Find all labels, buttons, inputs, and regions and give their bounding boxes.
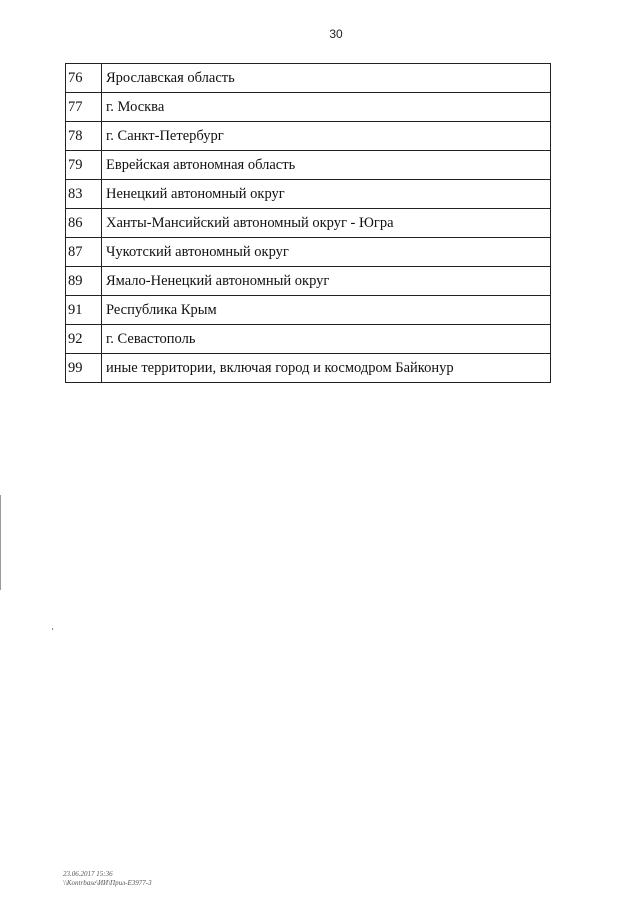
region-code-cell: 86	[66, 209, 102, 238]
region-code-cell: 99	[66, 354, 102, 383]
document-footer	[63, 870, 152, 888]
table-row	[66, 93, 551, 122]
region-name-cell: Чукотский автономный округ	[102, 238, 551, 267]
region-name-cell: г. Москва	[102, 93, 551, 122]
region-name-cell: Ярославская область	[102, 64, 551, 93]
footer-timestamp: 23.06.2017 15:36	[63, 870, 113, 878]
region-name-cell: Ямало-Ненецкий автономный округ	[102, 267, 551, 296]
table-row	[66, 209, 551, 238]
table-row	[66, 180, 551, 209]
table-row	[66, 122, 551, 151]
region-code-cell: 92	[66, 325, 102, 354]
table-row	[66, 238, 551, 267]
table-row	[66, 354, 551, 383]
region-name-cell: Еврейская автономная область	[102, 151, 551, 180]
page-number: 30	[329, 27, 343, 41]
table-row	[66, 325, 551, 354]
regions-table	[65, 63, 551, 383]
region-code-cell: 83	[66, 180, 102, 209]
table-row	[66, 151, 551, 180]
region-name-cell: Ханты-Мансийский автономный округ - Югра	[102, 209, 551, 238]
region-code-cell: 91	[66, 296, 102, 325]
region-code-cell: 79	[66, 151, 102, 180]
region-code-cell: 87	[66, 238, 102, 267]
table-row	[66, 64, 551, 93]
table-row	[66, 267, 551, 296]
region-name-cell: Ненецкий автономный округ	[102, 180, 551, 209]
region-name-cell: Республика Крым	[102, 296, 551, 325]
scan-artifact-dot	[52, 628, 53, 630]
table-row	[66, 296, 551, 325]
region-code-cell: 76	[66, 64, 102, 93]
scan-artifact-line	[0, 495, 1, 590]
region-name-cell: иные территории, включая город и космодром Байконур	[102, 354, 551, 383]
region-name-cell: г. Санкт-Петербург	[102, 122, 551, 151]
region-name-cell: г. Севастополь	[102, 325, 551, 354]
region-code-cell: 89	[66, 267, 102, 296]
regions-table-body	[66, 64, 551, 383]
region-code-cell: 77	[66, 93, 102, 122]
footer-file-path: \\Kontrbase\ИИ\Прил-E3977-3	[63, 879, 152, 887]
region-code-cell: 78	[66, 122, 102, 151]
